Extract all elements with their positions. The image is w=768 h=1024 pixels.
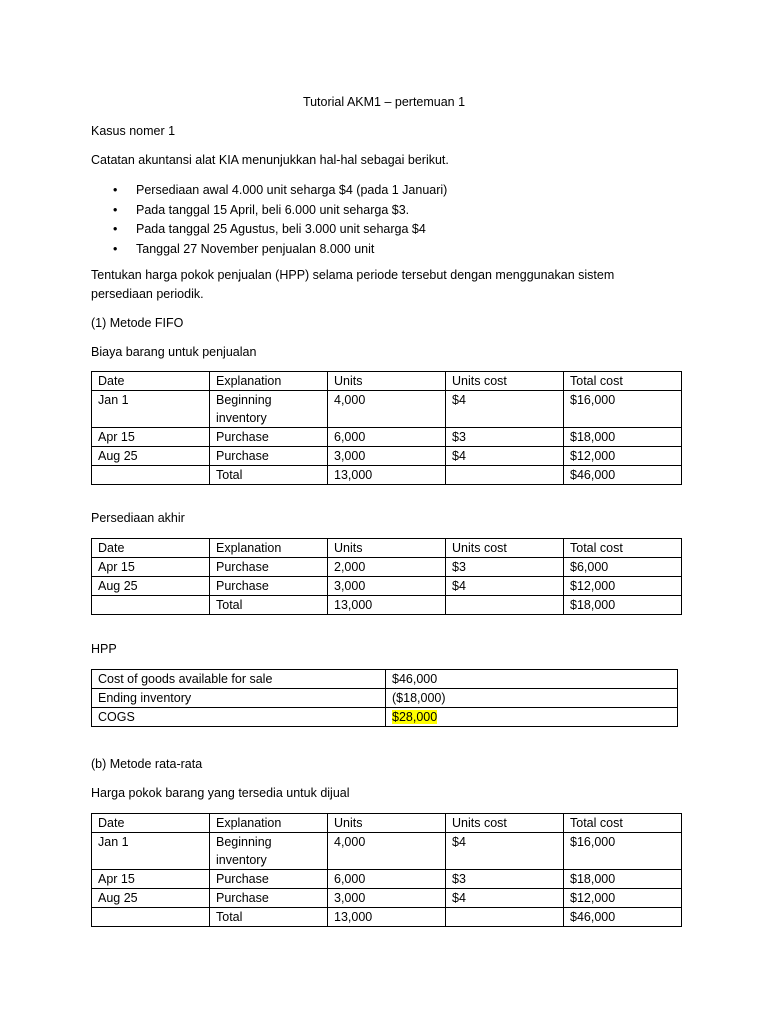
explanation-cell: Purchase: [210, 447, 328, 466]
hpp-table: [91, 669, 678, 727]
hpp-heading: HPP: [91, 642, 117, 656]
label-cell: Cost of goods available for sale: [92, 670, 386, 689]
table-header-row: [92, 372, 682, 391]
explanation-cell: Total: [210, 466, 328, 485]
date-cell: Aug 25: [92, 577, 210, 596]
fifo-cost-table: [91, 371, 682, 485]
total-cost-cell: $16,000: [564, 391, 682, 428]
table-row: [92, 870, 682, 889]
header-cell: Date: [92, 539, 210, 558]
table-total-row: [92, 908, 682, 927]
table-row: [92, 889, 682, 908]
table-header-row: [92, 814, 682, 833]
total-cost-cell: $18,000: [564, 596, 682, 615]
table-row: [92, 833, 682, 870]
units-cell: 2,000: [328, 558, 446, 577]
task-text-line-2: persediaan periodik.: [91, 287, 204, 301]
header-cell: Units: [328, 372, 446, 391]
page-title: Tutorial AKM1 – pertemuan 1: [302, 95, 466, 109]
table-row: [92, 670, 678, 689]
units-cell: 6,000: [328, 428, 446, 447]
header-cell: Explanation: [210, 539, 328, 558]
fifo-heading: (1) Metode FIFO: [91, 316, 184, 330]
total-cost-cell: $18,000: [564, 428, 682, 447]
explanation-cell: Total: [210, 596, 328, 615]
explanation-line: Beginning: [216, 393, 272, 407]
units-cell: 3,000: [328, 577, 446, 596]
header-cell: Total cost: [564, 814, 682, 833]
explanation-line: inventory: [216, 411, 267, 425]
unit-cost-cell: $3: [446, 870, 564, 889]
value-cell: $46,000: [386, 670, 678, 689]
header-cell: Units: [328, 814, 446, 833]
table-row: [92, 558, 682, 577]
header-cell: Date: [92, 372, 210, 391]
explanation-cell: Purchase: [210, 428, 328, 447]
total-cost-cell: $12,000: [564, 889, 682, 908]
label-cell: Ending inventory: [92, 689, 386, 708]
units-cell: 4,000: [328, 833, 446, 870]
explanation-cell: Purchase: [210, 558, 328, 577]
ending-inventory-table: [91, 538, 682, 615]
units-cell: 6,000: [328, 870, 446, 889]
label-cell: COGS: [92, 708, 386, 727]
value-cell: ($18,000): [386, 689, 678, 708]
list-item: • Pada tanggal 15 April, beli 6.000 unit seharga $3.: [91, 201, 447, 221]
task-text-line-1: Tentukan harga pokok penjualan (HPP) selama periode tersebut dengan menggunakan sistem: [91, 268, 615, 282]
explanation-cell: Purchase: [210, 577, 328, 596]
unit-cost-cell: [446, 596, 564, 615]
date-cell: Aug 25: [92, 889, 210, 908]
list-item: • Persediaan awal 4.000 unit seharga $4 (pada 1 Januari): [91, 181, 447, 201]
total-cost-cell: $12,000: [564, 577, 682, 596]
table-row: [92, 391, 682, 428]
units-cell: 13,000: [328, 596, 446, 615]
ending-inventory-heading: Persediaan akhir: [91, 511, 185, 525]
explanation-line: Beginning: [216, 835, 272, 849]
units-cell: 13,000: [328, 908, 446, 927]
total-cost-cell: $46,000: [564, 466, 682, 485]
date-cell: Apr 15: [92, 870, 210, 889]
unit-cost-cell: [446, 908, 564, 927]
header-cell: Date: [92, 814, 210, 833]
date-cell: Jan 1: [92, 391, 210, 428]
explanation-cell: [210, 391, 328, 428]
table-row: [92, 428, 682, 447]
units-cell: 4,000: [328, 391, 446, 428]
unit-cost-cell: $3: [446, 428, 564, 447]
unit-cost-cell: $4: [446, 833, 564, 870]
total-cost-cell: $18,000: [564, 870, 682, 889]
total-cost-cell: $46,000: [564, 908, 682, 927]
table-row: [92, 708, 678, 727]
date-cell: [92, 908, 210, 927]
average-cost-table: [91, 813, 682, 927]
header-cell: Units: [328, 539, 446, 558]
list-item: • Pada tanggal 25 Agustus, beli 3.000 unit seharga $4: [91, 220, 447, 240]
header-cell: Units cost: [446, 814, 564, 833]
date-cell: Apr 15: [92, 428, 210, 447]
date-cell: [92, 466, 210, 485]
unit-cost-cell: $3: [446, 558, 564, 577]
case-title: Kasus nomer 1: [91, 124, 176, 138]
date-cell: Jan 1: [92, 833, 210, 870]
unit-cost-cell: $4: [446, 889, 564, 908]
date-cell: [92, 596, 210, 615]
intro-text: Catatan akuntansi alat KIA menunjukkan hal-hal sebagai berikut.: [91, 153, 449, 167]
header-cell: Explanation: [210, 372, 328, 391]
units-cell: 3,000: [328, 889, 446, 908]
header-cell: Units cost: [446, 539, 564, 558]
average-cost-heading: Harga pokok barang yang tersedia untuk dijual: [91, 786, 350, 800]
average-heading: (b) Metode rata-rata: [91, 757, 203, 771]
total-cost-cell: $12,000: [564, 447, 682, 466]
fifo-cost-heading: Biaya barang untuk penjualan: [91, 345, 257, 359]
explanation-cell: [210, 833, 328, 870]
header-cell: Explanation: [210, 814, 328, 833]
units-cell: 3,000: [328, 447, 446, 466]
date-cell: Apr 15: [92, 558, 210, 577]
facts-list: [91, 181, 447, 259]
table-row: [92, 447, 682, 466]
unit-cost-cell: $4: [446, 577, 564, 596]
value-cell: [386, 708, 678, 727]
table-header-row: [92, 539, 682, 558]
total-cost-cell: $16,000: [564, 833, 682, 870]
table-total-row: [92, 596, 682, 615]
unit-cost-cell: $4: [446, 447, 564, 466]
table-row: [92, 577, 682, 596]
explanation-line: inventory: [216, 853, 267, 867]
explanation-cell: Purchase: [210, 889, 328, 908]
header-cell: Units cost: [446, 372, 564, 391]
cogs-highlighted-value: $28,000: [392, 710, 438, 724]
header-cell: Total cost: [564, 372, 682, 391]
date-cell: Aug 25: [92, 447, 210, 466]
explanation-cell: Total: [210, 908, 328, 927]
table-row: [92, 689, 678, 708]
explanation-cell: Purchase: [210, 870, 328, 889]
total-cost-cell: $6,000: [564, 558, 682, 577]
list-item: • Tanggal 27 November penjualan 8.000 unit: [91, 240, 447, 260]
table-total-row: [92, 466, 682, 485]
header-cell: Total cost: [564, 539, 682, 558]
unit-cost-cell: $4: [446, 391, 564, 428]
unit-cost-cell: [446, 466, 564, 485]
units-cell: 13,000: [328, 466, 446, 485]
